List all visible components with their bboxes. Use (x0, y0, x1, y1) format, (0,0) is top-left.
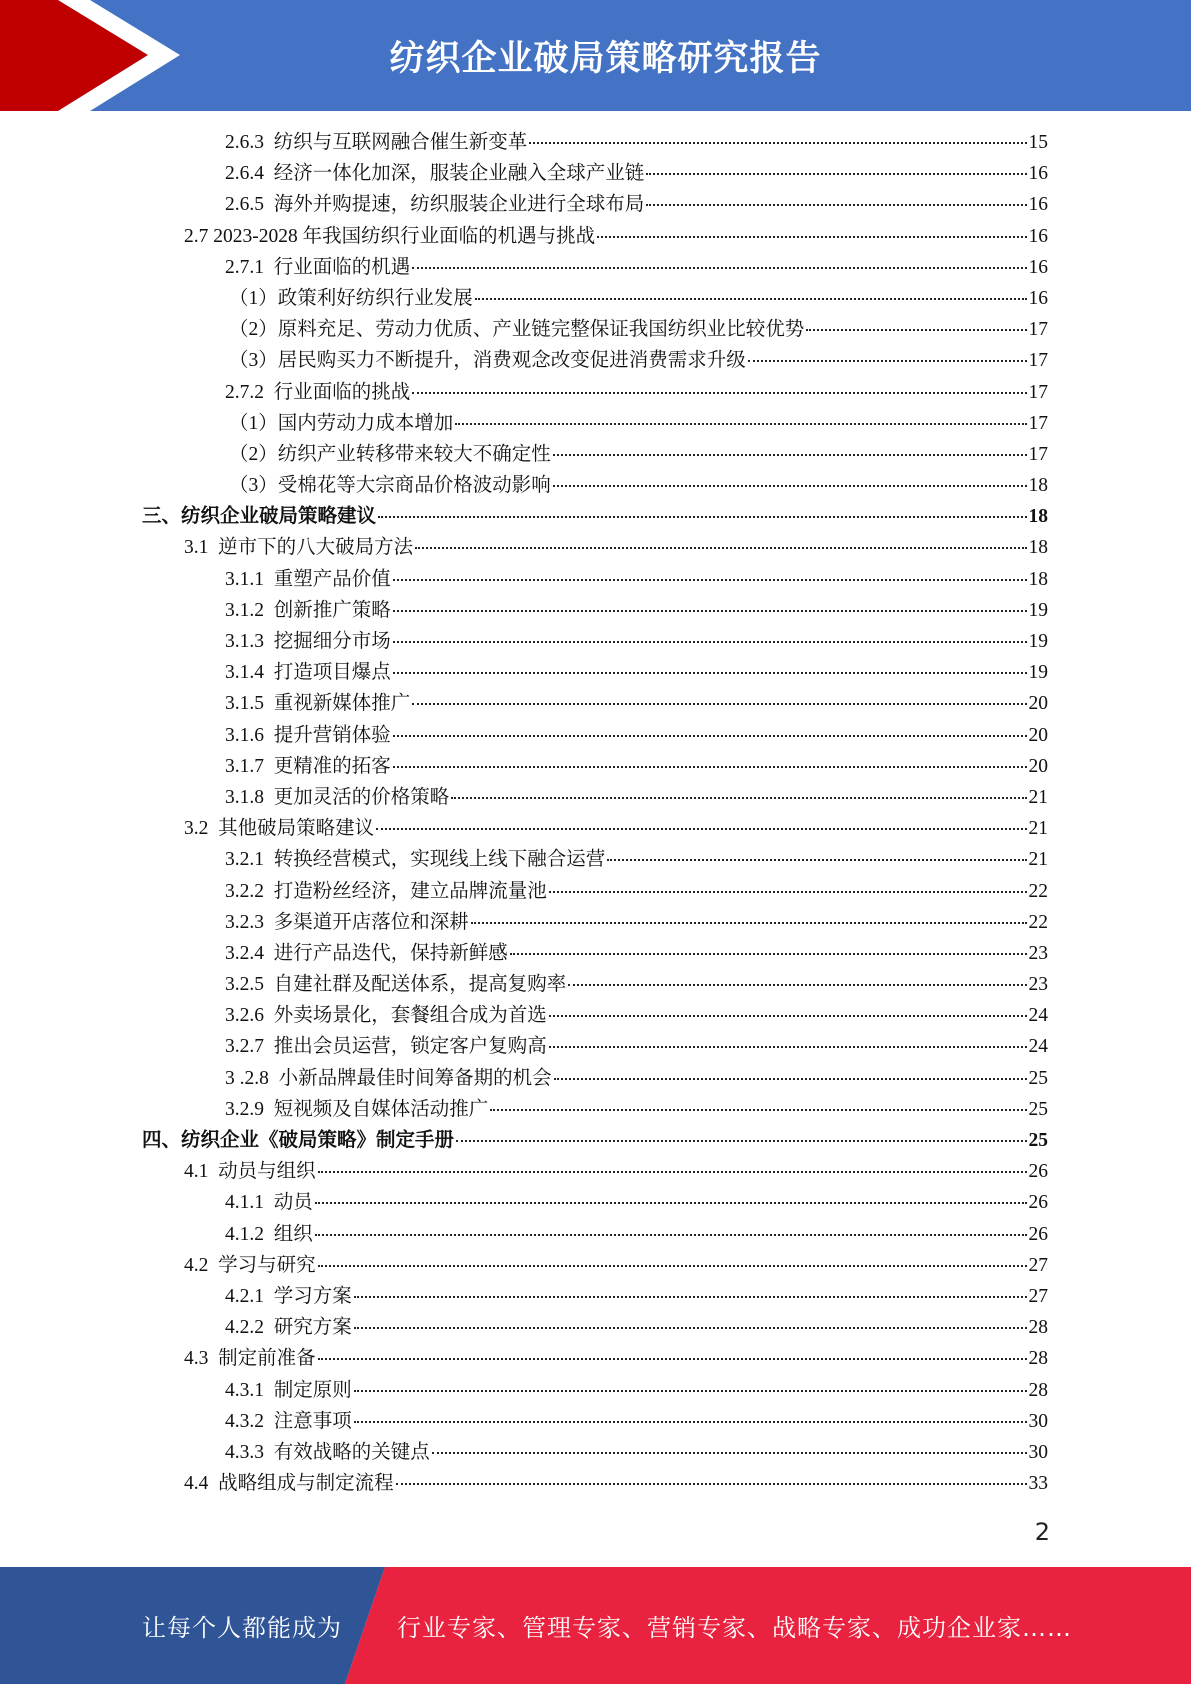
toc-entry-page: 20 (1028, 724, 1048, 746)
toc-entry-number: 4.3.3 (225, 1441, 264, 1463)
toc-entry-title: 其他破局策略建议 (218, 818, 375, 840)
toc-entry[interactable] (0, 1343, 1191, 1374)
toc-entry-spacer (264, 1406, 274, 1437)
toc-entry-title: 动员与组织 (218, 1161, 316, 1183)
toc-entry[interactable] (0, 1437, 1191, 1468)
toc-entry-title: 纺织产业转移带来较大不确定性 (277, 443, 551, 465)
toc-entry-number: 2.7.1 (225, 256, 264, 278)
toc-dot-leader (806, 328, 1026, 331)
toc-entry-spacer (264, 127, 274, 158)
toc-entry[interactable] (0, 1375, 1191, 1406)
toc-entry-page: 19 (1028, 662, 1048, 684)
toc-entry-page: 24 (1028, 1036, 1048, 1058)
toc-entry-title: 注意事项 (273, 1410, 352, 1432)
toc-entry-title: 提升营销体验 (273, 724, 391, 746)
toc-entry-title: 外卖场景化，套餐组合成为首选 (273, 1005, 547, 1027)
toc-entry-page: 24 (1028, 1005, 1048, 1027)
toc-dot-leader (553, 453, 1027, 456)
toc-entry-title: 战略组成与制定流程 (218, 1473, 394, 1495)
toc-entry[interactable] (0, 751, 1191, 782)
toc-entry-title: 行业面临的挑战 (273, 381, 411, 403)
toc-entry-spacer (264, 720, 274, 751)
toc-entry-number: 3.1.1 (225, 568, 264, 590)
page-footer (0, 1567, 1191, 1684)
toc-entry-page: 18 (1028, 475, 1048, 497)
toc-entry-number: （2） (229, 319, 278, 341)
toc-entry[interactable] (0, 1031, 1191, 1062)
toc-dot-leader (318, 1264, 1027, 1267)
toc-entry-title: 受棉花等大宗商品价格波动影响 (277, 475, 551, 497)
toc-entry-spacer (208, 1468, 218, 1499)
toc-entry-number: 4.4 (184, 1473, 209, 1495)
toc-entry-page: 26 (1028, 1223, 1048, 1245)
toc-entry-number: （2） (229, 443, 278, 465)
toc-entry[interactable] (0, 844, 1191, 875)
toc-entry-number: 3.2.7 (225, 1036, 264, 1058)
toc-dot-leader (318, 1170, 1027, 1173)
toc-entry-number: 3.1.6 (225, 724, 264, 746)
toc-entry-page: 26 (1028, 1192, 1048, 1214)
toc-entry-spacer (208, 813, 218, 844)
toc-entry-page: 16 (1028, 225, 1048, 247)
toc-dot-leader (471, 921, 1027, 924)
toc-entry[interactable] (0, 938, 1191, 969)
toc-entry-number: 2.6.3 (225, 132, 264, 153)
toc-entry[interactable] (0, 377, 1191, 408)
toc-entry-spacer (264, 1219, 274, 1250)
toc-entry-number: 3.1.7 (225, 755, 264, 777)
toc-entry-page: 28 (1028, 1379, 1048, 1401)
toc-entry-page: 23 (1028, 974, 1048, 996)
toc-dot-leader (510, 952, 1027, 955)
toc-entry-page: 17 (1028, 443, 1048, 465)
toc-dot-leader (412, 702, 1026, 705)
toc-entry-spacer (264, 1281, 274, 1312)
toc-entry-number: 4.1.2 (225, 1223, 264, 1245)
toc-entry[interactable] (0, 969, 1191, 1000)
toc-dot-leader (354, 1420, 1027, 1423)
toc-dot-leader (376, 827, 1026, 830)
toc-entry-number: 三、 (142, 506, 182, 528)
toc-dot-leader (646, 172, 1026, 175)
toc-entry[interactable] (0, 1312, 1191, 1343)
toc-dot-leader (554, 1077, 1027, 1080)
toc-dot-leader (553, 484, 1027, 487)
toc-entry-title: 纺织企业破局策略建议 (181, 506, 377, 528)
toc-dot-leader (646, 203, 1026, 206)
toc-entry[interactable] (0, 1219, 1191, 1250)
toc-entry-title: 自建社群及配送体系，提高复购率 (273, 974, 567, 996)
toc-entry[interactable] (0, 1468, 1191, 1499)
toc-entry-title: 打造粉丝经济，建立品牌流量池 (273, 880, 547, 902)
toc-entry-page: 16 (1028, 256, 1048, 278)
toc-dot-leader (568, 983, 1026, 986)
toc-entry-spacer (264, 969, 274, 1000)
toc-entry-title: 政策利好纺织行业发展 (277, 287, 473, 309)
toc-entry[interactable] (0, 907, 1191, 938)
toc-entry-page: 16 (1028, 194, 1048, 216)
toc-entry-spacer (264, 252, 274, 283)
toc-entry-spacer (264, 1094, 274, 1125)
toc-entry-page: 33 (1028, 1473, 1048, 1495)
toc-entry[interactable] (0, 252, 1191, 283)
toc-entry[interactable] (0, 813, 1191, 844)
page-header (0, 0, 1191, 111)
toc-dot-leader (318, 1357, 1027, 1360)
toc-entry[interactable] (0, 1187, 1191, 1218)
toc-entry[interactable] (0, 657, 1191, 688)
toc-entry-number: 2.6.4 (225, 163, 264, 185)
toc-entry-page: 30 (1028, 1410, 1048, 1432)
toc-dot-leader (393, 765, 1027, 768)
toc-entry-number: 4.2.2 (225, 1317, 264, 1339)
toc-entry-title: 制定前准备 (218, 1348, 316, 1370)
toc-entry-page: 27 (1028, 1254, 1048, 1276)
toc-entry-spacer (264, 688, 274, 719)
toc-entry-page: 25 (1028, 1130, 1048, 1151)
toc-entry-number: （3） (229, 350, 278, 372)
toc-dot-leader (354, 1295, 1027, 1298)
toc-entry-number: 2.7 (184, 225, 209, 247)
toc-entry-spacer (264, 657, 274, 688)
toc-entry-number: 3 .2.8 (225, 1067, 269, 1089)
toc-entry-number: 4.3.2 (225, 1410, 264, 1432)
toc-entry-page: 28 (1028, 1348, 1048, 1370)
toc-dot-leader (354, 1326, 1027, 1329)
toc-entry-number: 3.1.4 (225, 662, 264, 684)
toc-dot-leader (415, 546, 1026, 549)
toc-entry-title: 多渠道开店落位和深耕 (273, 911, 469, 933)
toc-entry-title: 纺织企业《破局策略》制定手册 (181, 1130, 455, 1151)
toc-dot-leader (748, 359, 1027, 362)
toc-entry-page: 27 (1028, 1285, 1048, 1307)
toc-entry[interactable] (0, 1125, 1191, 1156)
toc-entry-page: 20 (1028, 693, 1048, 715)
toc-dot-leader (393, 578, 1027, 581)
toc-entry-page: 17 (1028, 319, 1048, 341)
toc-entry-page: 21 (1028, 786, 1048, 808)
toc-entry-page: 16 (1028, 163, 1048, 185)
toc-dot-leader (393, 671, 1027, 674)
toc-entry[interactable] (0, 189, 1191, 220)
toc-entry-spacer (264, 751, 274, 782)
toc-entry-spacer (264, 1312, 274, 1343)
toc-entry-title: 学习方案 (273, 1285, 352, 1307)
toc-entry-spacer (264, 844, 274, 875)
toc-entry-page: 17 (1028, 350, 1048, 372)
toc-dot-leader (529, 141, 1026, 144)
toc-entry-spacer (264, 782, 274, 813)
toc-entry[interactable] (0, 283, 1191, 314)
document-title: 纺织企业破局策略研究报告 (389, 38, 822, 79)
toc-entry-spacer (264, 595, 274, 626)
toc-entry-title: 行业面临的机遇 (273, 256, 411, 278)
toc-entry[interactable] (0, 1406, 1191, 1437)
toc-entry-page: 23 (1028, 942, 1048, 964)
toc-entry-title: 学习与研究 (218, 1254, 316, 1276)
toc-entry[interactable] (0, 595, 1191, 626)
toc-entry-spacer (264, 1000, 274, 1031)
toc-dot-leader (393, 609, 1027, 612)
toc-dot-leader (475, 297, 1027, 300)
toc-entry-title: 重视新媒体推广 (273, 693, 411, 715)
toc-entry-number: 3.1.8 (225, 786, 264, 808)
toc-entry-page: 20 (1028, 755, 1048, 777)
toc-dot-leader (315, 1201, 1027, 1204)
toc-entry-page: 18 (1028, 568, 1048, 590)
toc-entry[interactable] (0, 1250, 1191, 1281)
toc-entry-number: 3.2.9 (225, 1098, 264, 1120)
toc-entry-number: 3.2.2 (225, 880, 264, 902)
toc-entry-title: 小新品牌最佳时间筹备期的机会 (278, 1067, 552, 1089)
toc-entry[interactable] (0, 439, 1191, 470)
toc-dot-leader (451, 796, 1026, 799)
toc-entry[interactable] (0, 221, 1191, 252)
toc-entry-page: 25 (1028, 1098, 1048, 1120)
toc-entry-number: 3.2.4 (225, 942, 264, 964)
toc-entry-spacer (264, 1437, 274, 1468)
toc-entry[interactable] (0, 314, 1191, 345)
toc-entry-title: 推出会员运营，锁定客户复购高 (273, 1036, 547, 1058)
toc-entry-spacer (264, 377, 274, 408)
toc-dot-leader (597, 235, 1026, 238)
toc-entry-page: 17 (1028, 412, 1048, 434)
toc-entry-title: 居民购买力不断提升，消费观念改变促进消费需求升级 (277, 350, 746, 372)
toc-entry-title: 有效战略的关键点 (273, 1441, 430, 1463)
toc-entry-page: 22 (1028, 911, 1048, 933)
toc-entry-number: 3.1.2 (225, 599, 264, 621)
toc-entry-number: 4.2 (184, 1254, 209, 1276)
toc-entry-page: 26 (1028, 1161, 1048, 1183)
toc-entry-number: 4.2.1 (225, 1285, 264, 1307)
toc-entry-number: 4.1.1 (225, 1192, 264, 1214)
toc-dot-leader (412, 266, 1026, 269)
toc-entry-number: 4.3 (184, 1348, 209, 1370)
toc-entry-spacer (269, 1063, 279, 1094)
toc-dot-leader (393, 640, 1027, 643)
toc-entry-number: （1） (229, 287, 278, 309)
toc-entry[interactable] (0, 720, 1191, 751)
toc-entry-title: 重塑产品价值 (273, 568, 391, 590)
toc-dot-leader (412, 391, 1026, 394)
toc-entry-number: 3.2.3 (225, 911, 264, 933)
toc-entry-title: 逆市下的八大破局方法 (218, 537, 414, 559)
toc-entry-number: （1） (229, 412, 278, 434)
toc-entry-page: 25 (1028, 1067, 1048, 1089)
toc-dot-leader (456, 1139, 1026, 1142)
toc-dot-leader (393, 734, 1027, 737)
toc-entry-spacer (264, 564, 274, 595)
toc-entry-spacer (208, 1343, 218, 1374)
toc-entry-number: 3.2.5 (225, 974, 264, 996)
toc-entry[interactable] (0, 345, 1191, 376)
toc-entry[interactable] (0, 158, 1191, 189)
toc-entry-spacer (264, 938, 274, 969)
toc-dot-leader (396, 1482, 1027, 1485)
toc-dot-leader (549, 1014, 1027, 1017)
toc-entry-number: 3.1 (184, 537, 209, 559)
toc-entry-page: 17 (1028, 381, 1048, 403)
toc-dot-leader (549, 1045, 1027, 1048)
table-of-contents (0, 127, 1191, 1499)
toc-entry[interactable] (0, 408, 1191, 439)
toc-entry-number: （3） (229, 475, 278, 497)
toc-entry-number: 2.7.2 (225, 381, 264, 403)
toc-entry-number: 3.2.1 (225, 849, 264, 871)
toc-entry-title: 组织 (273, 1223, 313, 1245)
toc-entry[interactable] (0, 127, 1191, 158)
toc-entry[interactable] (0, 626, 1191, 657)
toc-entry-number: 2.6.5 (225, 194, 264, 216)
toc-entry-title: 研究方案 (273, 1317, 352, 1339)
toc-entry-title: 纺织与互联网融合催生新变革 (273, 132, 528, 153)
toc-entry-number: 3.2 (184, 818, 209, 840)
toc-entry-page: 15 (1028, 132, 1048, 153)
toc-entry-title: 进行产品迭代，保持新鲜感 (273, 942, 508, 964)
toc-dot-leader (354, 1389, 1027, 1392)
footer-slogan-right: 行业专家、管理专家、营销专家、战略专家、成功企业家…… (397, 1614, 1072, 1642)
toc-entry-title: 转换经营模式，实现线上线下融合运营 (273, 849, 606, 871)
toc-entry-title: 经济一体化加深，服装企业融入全球产业链 (273, 163, 645, 185)
page-number: 2 (1034, 1518, 1050, 1546)
toc-entry-page: 21 (1028, 849, 1048, 871)
toc-entry[interactable] (0, 782, 1191, 813)
toc-entry-title: 原料充足、劳动力优质、产业链完整保证我国纺织业比较优势 (277, 319, 805, 341)
toc-entry[interactable] (0, 501, 1191, 532)
toc-entry-title: 创新推广策略 (273, 599, 391, 621)
toc-entry-page: 18 (1028, 506, 1048, 528)
toc-dot-leader (455, 422, 1026, 425)
toc-entry[interactable] (0, 1156, 1191, 1187)
toc-entry-page: 16 (1028, 287, 1048, 309)
toc-entry[interactable] (0, 1063, 1191, 1094)
toc-entry-spacer (264, 189, 274, 220)
toc-entry[interactable] (0, 1094, 1191, 1125)
toc-entry-spacer (208, 1156, 218, 1187)
toc-entry-page: 19 (1028, 599, 1048, 621)
toc-entry-page: 18 (1028, 537, 1048, 559)
toc-entry-number: 3.1.5 (225, 693, 264, 715)
toc-entry[interactable] (0, 470, 1191, 501)
toc-dot-leader (378, 515, 1026, 518)
toc-entry-page: 22 (1028, 880, 1048, 902)
toc-entry-title: 更精准的拓客 (273, 755, 391, 777)
toc-entry-number: 3.2.6 (225, 1005, 264, 1027)
toc-entry-spacer (264, 1031, 274, 1062)
toc-entry-title: 短视频及自媒体活动推广 (273, 1098, 489, 1120)
toc-entry[interactable] (0, 688, 1191, 719)
toc-entry[interactable] (0, 876, 1191, 907)
toc-entry-page: 30 (1028, 1441, 1048, 1463)
toc-entry-title: 挖掘细分市场 (273, 631, 391, 652)
toc-entry-spacer (264, 626, 274, 657)
toc-entry-spacer (264, 158, 274, 189)
toc-entry-title: 打造项目爆点 (273, 662, 391, 684)
toc-entry-spacer (264, 876, 274, 907)
toc-entry-title: 2023-2028 年我国纺织行业面临的机遇与挑战 (213, 225, 596, 247)
toc-entry-page: 28 (1028, 1317, 1048, 1339)
toc-entry-spacer (264, 1187, 274, 1218)
toc-dot-leader (490, 1108, 1026, 1111)
toc-entry-spacer (208, 1250, 218, 1281)
toc-entry[interactable] (0, 1281, 1191, 1312)
toc-entry-spacer (264, 907, 274, 938)
toc-entry-page: 21 (1028, 818, 1048, 840)
toc-entry-title: 国内劳动力成本增加 (277, 412, 454, 434)
toc-dot-leader (549, 890, 1027, 893)
toc-entry-page: 19 (1028, 631, 1048, 652)
toc-entry[interactable] (0, 532, 1191, 563)
toc-entry-title: 海外并购提速，纺织服装企业进行全球布局 (273, 194, 645, 216)
toc-entry-number: 4.3.1 (225, 1379, 264, 1401)
toc-entry[interactable] (0, 564, 1191, 595)
toc-entry-spacer (208, 532, 218, 563)
toc-entry-title: 动员 (273, 1192, 313, 1214)
toc-entry-title: 制定原则 (273, 1379, 352, 1401)
toc-dot-leader (432, 1451, 1027, 1454)
toc-entry-number: 4.1 (184, 1161, 209, 1183)
toc-entry-number: 四、 (142, 1130, 182, 1151)
toc-entry-title: 更加灵活的价格策略 (273, 786, 450, 808)
toc-entry-spacer (264, 1375, 274, 1406)
toc-entry-number: 3.1.3 (225, 631, 264, 652)
toc-entry[interactable] (0, 1000, 1191, 1031)
footer-slogan-left: 让每个人都能成为 (142, 1614, 342, 1642)
toc-dot-leader (315, 1233, 1027, 1236)
toc-dot-leader (607, 858, 1026, 861)
